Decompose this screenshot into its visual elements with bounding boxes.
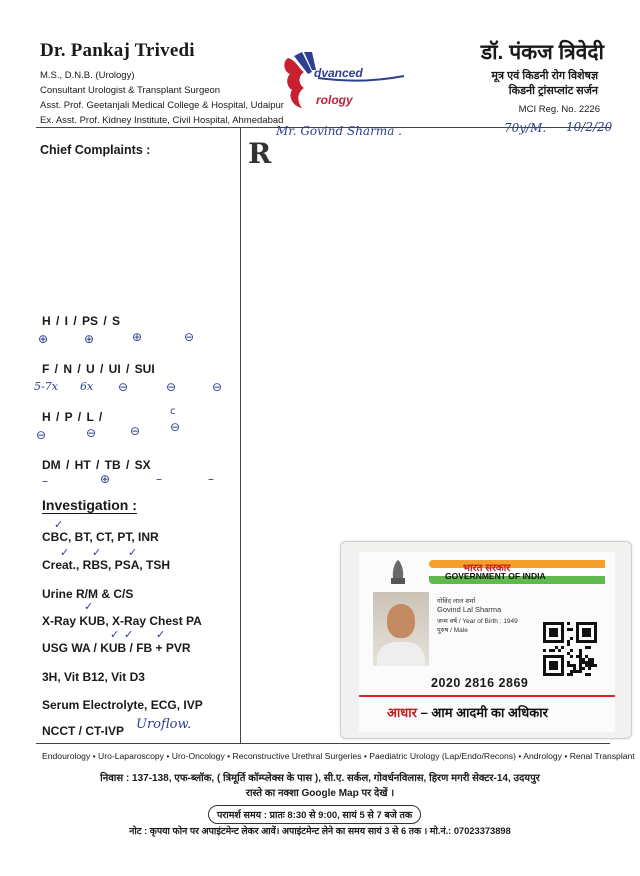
history-mark: –: [42, 474, 48, 488]
investigation-item: 3H, Vit B12, Vit D3: [42, 670, 145, 684]
tick-mark: ✓: [92, 547, 102, 559]
slogan-aadhaar-word: आधार: [387, 705, 417, 720]
holder-name-hindi: गोविंद लाल शर्मा: [437, 598, 476, 605]
investigation-heading: Investigation :: [42, 497, 137, 513]
tick-mark: ✓: [54, 519, 64, 531]
footer-divider: [36, 743, 610, 744]
clinic-address: निवास : 137-138, एफ-ब्लॉक, ( त्रिमूर्ति कॉम्प्लेक्स के पास ), सी.ए. सर्कल, गोवर्धनविलास, हिरण मगरी सेक्टर-14, उदयपुर: [100, 773, 540, 784]
logo-text-urology: rology: [316, 93, 353, 107]
holder-dob: जन्म वर्ष / Year of Birth : 1949: [437, 618, 518, 625]
investigation-item: Creat., RBS, PSA, TSH: [42, 558, 171, 572]
investigation-item: Serum Electrolyte, ECG, IVP: [42, 698, 203, 712]
holder-name-english: Govind Lal Sharma: [437, 605, 502, 614]
history-mark: ⊖: [170, 420, 181, 434]
history-mark: 5-7x: [34, 380, 58, 393]
appointment-note: नोट : कृपया फोन पर अपाइंटमेन्ट लेकर आवें। अपाइंटमेन्ट लेने का समय सायं 3 से 6 तक । मो.नं.: 07023373898: [129, 826, 511, 836]
qr-code-icon: [543, 622, 597, 676]
holder-photo: [373, 592, 429, 666]
history-mark: ⊖: [166, 380, 177, 394]
handwritten-age-sex: 70y/M.: [504, 121, 547, 135]
history-mark: ⊕: [132, 330, 143, 344]
government-english: GOVERNMENT OF INDIA: [445, 571, 546, 581]
advanced-urology-logo: [282, 48, 412, 112]
qualification-line: Asst. Prof. Geetanjali Medical College & Hospital, Udaipur: [40, 100, 284, 111]
card-divider: [359, 695, 615, 697]
handwritten-uroflow: Uroflow.: [136, 717, 192, 732]
history-mark: ⊖: [184, 330, 195, 344]
doctor-title-hindi-1: मूत्र एवं किडनी रोग विशेषज्ञ: [491, 70, 598, 82]
history-row-2: F / N / U / UI / SUI: [42, 362, 155, 376]
aadhaar-slogan: [387, 703, 548, 721]
national-emblem-icon: [389, 558, 407, 586]
map-note: रास्ते का नक्शा Google Map पर देखें ।: [245, 788, 395, 799]
face-icon: [387, 604, 415, 638]
investigation-item: CBC, BT, CT, PT, INR: [42, 530, 159, 544]
tick-mark: ✓: [110, 629, 120, 641]
qualification-line: M.S., D.N.B. (Urology): [40, 70, 135, 81]
history-mark: ⊕: [100, 472, 111, 486]
aadhaar-card-face: [359, 552, 615, 732]
handwritten-patient-name: Mr. Govind Sharma .: [276, 124, 402, 138]
history-mark: ⊖: [212, 380, 223, 394]
history-row-1: H / I / PS / S: [42, 314, 121, 328]
tick-mark: ✓: [128, 547, 138, 559]
slogan-rest: – आम आदमी का अधिकार: [416, 705, 548, 720]
aadhaar-number: 2020 2816 2869: [431, 676, 529, 690]
tick-mark: ✓: [84, 601, 94, 613]
history-mark: ⊕: [38, 332, 49, 346]
history-mark-c: c: [170, 406, 176, 417]
specialities-line: Endourology • Uro-Laparoscopy • Uro-Oncology • Reconstructive Urethral Surgeries • Paediatric Urology (Lap/Endo/Recons) • Andrology • Renal Transplant: [42, 751, 635, 761]
history-row-3: H / P / L /: [42, 410, 103, 424]
doctor-title-hindi-2: किडनी ट्रांसप्लांट सर्जन: [508, 85, 598, 97]
history-mark: ⊖: [86, 426, 97, 440]
government-hindi: भारत सरकार: [463, 563, 511, 574]
doctor-name-english: Dr. Pankaj Trivedi: [40, 40, 195, 61]
consultation-timings: परामर्श समय : प्रातः 8:30 से 9:00, सायं 5 से 7 बजे तक: [208, 805, 421, 824]
handwritten-date: 10/2/20: [566, 120, 613, 134]
history-mark: ⊖: [36, 428, 47, 442]
history-mark: 6x: [80, 380, 94, 393]
history-mark: –: [208, 472, 214, 486]
investigation-item: Urine R/M & C/S: [42, 587, 134, 601]
qualification-line: Ex. Asst. Prof. Kidney Institute, Civil Hospital, Ahmedabad: [40, 115, 284, 126]
tick-mark: ✓: [156, 629, 166, 641]
history-mark: ⊖: [118, 380, 129, 394]
doctor-name-hindi: डॉ. पंकज त्रिवेदी: [480, 41, 604, 64]
registration-number: MCI Reg. No. 2226: [518, 104, 600, 115]
logo-text-advanced: dvanced: [314, 66, 363, 80]
investigation-item: NCCT / CT-IVP: [42, 724, 125, 738]
doctor-qualifications: [40, 68, 284, 128]
tick-mark: ✓: [124, 629, 134, 641]
column-divider: [240, 127, 241, 743]
history-mark: ⊖: [130, 424, 141, 438]
investigation-item: X-Ray KUB, X-Ray Chest PA: [42, 614, 202, 628]
qualification-line: Consultant Urologist & Transplant Surgeon: [40, 85, 221, 96]
history-row-4: DM / HT / TB / SX: [42, 458, 151, 472]
tick-mark: ✓: [60, 547, 70, 559]
chief-complaints-label: Chief Complaints :: [40, 143, 151, 157]
history-mark: ⊕: [84, 332, 95, 346]
rx-symbol: R: [248, 137, 272, 170]
investigation-item: USG WA / KUB / FB + PVR: [42, 641, 191, 655]
history-mark: –: [156, 472, 162, 486]
aadhaar-card: [340, 541, 632, 739]
holder-gender: पुरुष / Male: [437, 627, 468, 634]
